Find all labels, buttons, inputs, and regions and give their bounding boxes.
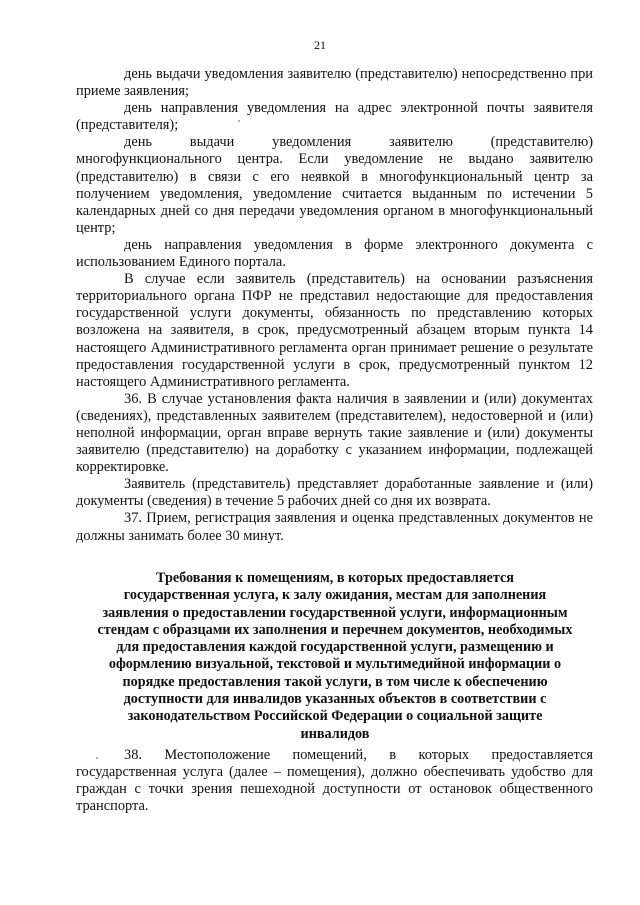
page-number: 21 — [314, 38, 326, 52]
scan-speck — [238, 120, 240, 122]
heading-line: инвалидов — [300, 725, 370, 742]
heading-line: для предоставления каждой государственной услуги, размещению и — [116, 639, 554, 656]
paragraph-missing-documents: В случае если заявитель (представитель) на основании разъяснения территориального органа ПФР не представил недостающие для предоставления государственной услуги документы, обязанность по представлению которых возложена на заявителя, в срок, предусмотренный абзацем вторым пункта 14 настоящего Административного регламента орган принимает решение о результате предоставления государственной услуги в срок, предусмотренный пунктом 12 настоящего Административного регламента. — [76, 271, 593, 390]
paragraph-notice-in-person: день выдачи уведомления заявителю (представителю) непосредственно при приеме заявления; — [76, 66, 593, 100]
heading-line: стендам с образцами их заполнения и перечнем документов, необходимых — [97, 621, 573, 638]
section-heading — [80, 570, 590, 743]
heading-line: государственная услуга, к залу ожидания, местам для заполнения — [123, 587, 547, 604]
heading-line: оформлению визуальной, текстовой и мультимедийной информации о — [108, 656, 562, 673]
heading-line: порядке предоставления такой услуги, в том числе к обеспечению — [122, 673, 548, 690]
heading-line: доступности для инвалидов указанных объектов в соответствии с — [123, 691, 547, 708]
paragraph-notice-email: день направления уведомления на адрес электронной почты заявителя (представителя); — [76, 100, 593, 134]
heading-line: Требования к помещениям, в которых предоставляется — [156, 570, 514, 586]
paragraph-item-36: 36. В случае установления факта наличия в заявлении и (или) документах (сведениях), представленных заявителем (представителем), недостоверной и (или) неполной информации, орган вправе вернуть такие заявление и (или) документы заявителю (представителю) на доработку с указанием информации, подлежащей корректировке. — [76, 390, 593, 476]
paragraph-notice-portal: день направления уведомления в форме электронного документа с использованием Единого портала. — [76, 236, 593, 271]
main-text-block — [76, 66, 593, 545]
paragraph-notice-mfc: день выдачи уведомления заявителю (представителю) многофункционального центра. Если уведомление не выдано заявителю (представителю) в связи с его неявкой в многофункциональный центр за получением уведомления, уведомление считается выданным по истечении 5 календарных дней со дня передачи уведомления органом в многофункциональный центр; — [76, 134, 593, 236]
paragraph-item-37: 37. Прием, регистрация заявления и оценка представленных документов не должны занимать более 30 минут. — [76, 510, 593, 544]
heading-line: заявления о предоставлении государственной услуги, информационным — [102, 604, 568, 621]
closing-text-block — [76, 747, 593, 815]
paragraph-item-38: 38. Местоположение помещений, в которых предоставляется государственная услуга (далее – помещения), должно обеспечивать удобство для граждан с точки зрения пешеходной доступности от остановок общественного транспорта. — [76, 747, 593, 815]
heading-line: законодательством Российской Федерации о социальной защите — [127, 708, 543, 725]
scan-speck — [96, 757, 98, 759]
paragraph-resubmission: Заявитель (представитель) представляет доработанные заявление и (или) документы (сведения) в течение 5 рабочих дней со дня их возврата. — [76, 476, 593, 510]
